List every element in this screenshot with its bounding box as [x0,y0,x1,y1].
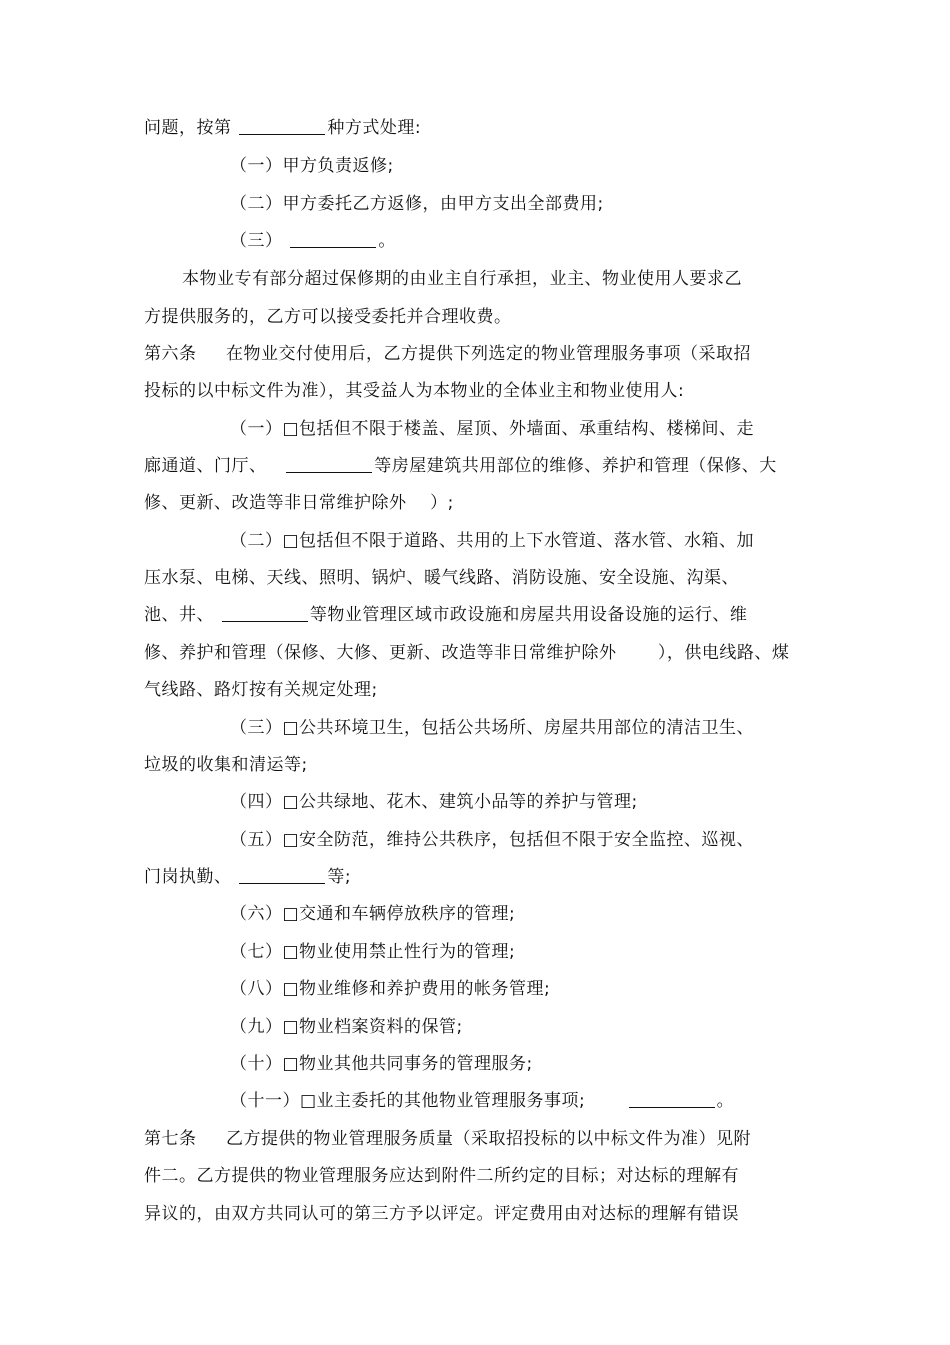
text-line: （二）甲方委托乙方返修，由甲方支出全部费用; [230,194,604,214]
fill-in-blank [239,867,325,884]
text-line: 廊通道、门厅、 等房屋建筑共用部位的维修、养护和管理（保修、大 [144,456,777,476]
checkbox-item-line: （二）□包括但不限于道路、共用的上下水管道、落水管、水箱、加 [230,531,755,551]
text-line: （一）甲方负责返修; [230,156,394,176]
text-line: 方提供服务的，乙方可以接受委托并合理收费。 [144,307,512,327]
article-heading-line: 第七条 乙方提供的物业管理服务质量（采取招投标的以中标文件为准）见附 [144,1129,752,1149]
checkbox-item-line: （五）□安全防范，维持公共秩序，包括但不限于安全监控、巡视、 [230,830,755,850]
checkbox-item-line: （八）□物业维修和养护费用的帐务管理; [230,979,551,999]
text-line: 垃圾的收集和清运等; [144,755,308,775]
text-line: 本物业专有部分超过保修期的由业主自行承担，业主、物业使用人要求乙 [182,269,742,289]
text-line: 件二。乙方提供的物业管理服务应达到附件二所约定的目标；对达标的理解有 [144,1166,739,1186]
fill-in-blank [222,605,308,622]
checkbox-item-line: （三）□公共环境卫生，包括公共场所、房屋共用部位的清洁卫生、 [230,718,755,738]
text-line: 问题，按第 种方式处理: [144,118,422,138]
text-line: 修、更新、改造等非日常维护除外 ）; [144,493,454,513]
checkbox-item-line: （一）□包括但不限于楼盖、屋顶、外墙面、承重结构、楼梯间、走 [230,419,755,439]
fill-in-blank [290,231,376,248]
text-line: 投标的以中标文件为准），其受益人为本物业的全体业主和物业使用人: [144,381,685,401]
text-line: 门岗执勤、 等; [144,867,352,887]
text-line: 气线路、路灯按有关规定处理; [144,680,378,700]
checkbox-item-line: （四）□公共绿地、花木、建筑小品等的养护与管理; [230,792,638,812]
text-line: （三） 。 [230,231,396,251]
checkbox-item-line: （六）□交通和车辆停放秩序的管理; [230,904,516,924]
checkbox-item-line: （七）□物业使用禁止性行为的管理; [230,942,516,962]
text-line: 池、井、 等物业管理区域市政设施和房屋共用设备设施的运行、维 [144,605,748,625]
checkbox-item-line: （十）□物业其他共同事务的管理服务; [230,1054,533,1074]
article-heading-line: 第六条 在物业交付使用后，乙方提供下列选定的物业管理服务事项（采取招 [144,344,752,364]
checkbox-item-line: （九）□物业档案资料的保管; [230,1017,463,1037]
fill-in-blank [239,118,325,135]
text-line: 修、养护和管理（保修、大修、更新、改造等非日常维护除外 ），供电线路、煤 [144,643,790,663]
text-line: 异议的，由双方共同认可的第三方予以评定。评定费用由对达标的理解有错误 [144,1204,739,1224]
fill-in-blank [286,456,372,473]
fill-in-blank [629,1091,715,1108]
text-line: 压水泵、电梯、天线、照明、锅炉、暖气线路、消防设施、安全设施、沟渠、 [144,568,739,588]
checkbox-item-line: （十一）□业主委托的其他物业管理服务事项; 。 [230,1091,735,1111]
